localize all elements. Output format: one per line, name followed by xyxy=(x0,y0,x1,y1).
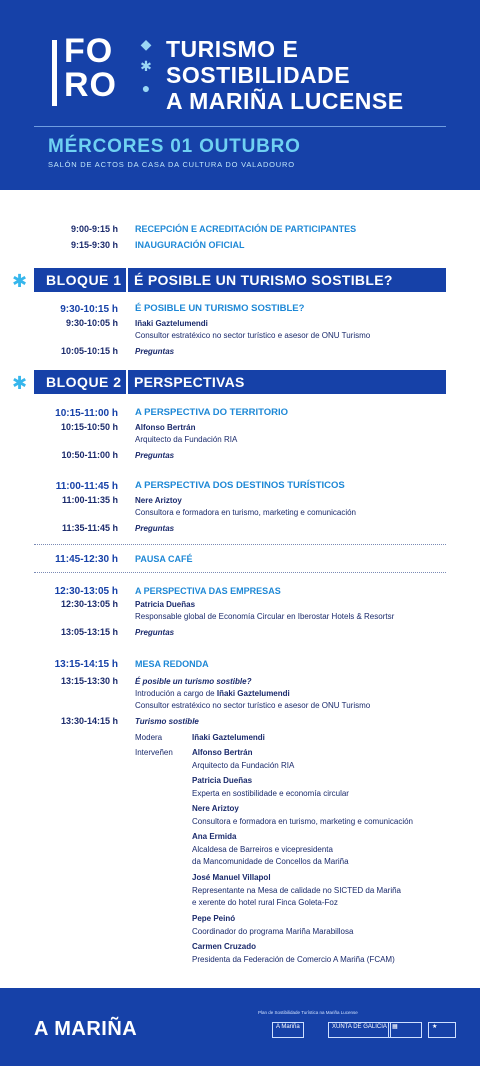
asterisk-icon: ✱ xyxy=(12,373,28,393)
panelist-name: Alfonso Bertrán xyxy=(192,748,253,757)
bloque-1-title: É POSIBLE UN TURISMO SOSTIBLE? xyxy=(134,272,393,288)
panelist-desc-2: e xerente do hotel rural Finca Goleta-Foz xyxy=(192,898,338,907)
panelist-name: Patricia Dueñas xyxy=(192,776,253,785)
eu-logo-icon: ★ xyxy=(428,1022,456,1038)
time-territorio-q: 10:50-11:00 h xyxy=(61,450,118,460)
panelist-name: José Manuel Villapol xyxy=(192,873,271,882)
asterisk-icon: ✱ xyxy=(140,58,152,74)
panelist-name: Ana Ermida xyxy=(192,832,237,841)
mesa-intro-text: Introdución a cargo de xyxy=(135,689,215,698)
mariña-badge: A Mariña xyxy=(272,1022,304,1038)
speaker-territorio-desc: Arquitecto da Fundación RIA xyxy=(135,435,238,444)
xunta-badge: XUNTA DE GALICIA xyxy=(328,1022,391,1038)
questions-b1: Preguntas xyxy=(135,347,175,356)
speaker-b1: Iñaki Gaztelumendi xyxy=(135,319,208,328)
time-territorio: 10:15-11:00 h xyxy=(55,408,118,419)
time-mesa-sub1: 13:15-13:30 h xyxy=(60,676,118,686)
bloque-2-label: BLOQUE 2 xyxy=(46,374,122,390)
title-territorio: A PERSPECTIVA DO TERRITORIO xyxy=(135,407,289,418)
time-empresas-q: 13:05-13:15 h xyxy=(60,627,118,637)
panelist-desc: Alcaldesa de Barreiros e vicepresidenta xyxy=(192,845,333,854)
questions-destinos: Preguntas xyxy=(135,524,175,533)
time-destinos-sub: 11:00-11:35 h xyxy=(61,495,118,505)
panelist-desc-2: da Mancomunidade de Concellos da Mariña xyxy=(192,857,349,866)
header-banner xyxy=(0,0,480,190)
event-venue: SALÓN DE ACTOS DA CASA DA CULTURA DO VALADOURO xyxy=(48,160,295,169)
foro-logo xyxy=(64,34,134,102)
bloque-separator xyxy=(126,268,128,292)
title-pause: PAUSA CAFÉ xyxy=(135,554,193,564)
title-line1: TURISMO E xyxy=(166,36,299,62)
government-crest-icon: ▦ xyxy=(388,1022,422,1038)
mesa-sub1-title: É posible un turismo sostible? xyxy=(135,677,252,686)
panelist-desc: Experta en sostibilidade e economía circular xyxy=(192,789,349,798)
modera-label: Modera xyxy=(135,733,163,742)
panelist-desc: Coordinador do programa Mariña Marabillosa xyxy=(192,927,354,936)
speaker-destinos: Nere Ariztoy xyxy=(135,496,182,505)
event-title xyxy=(166,36,404,114)
time-empresas: 12:30-13:05 h xyxy=(54,586,118,597)
speaker-territorio: Alfonso Bertrán xyxy=(135,423,196,432)
time-destinos: 11:00-11:45 h xyxy=(55,481,118,492)
time-destinos-q: 11:35-11:45 h xyxy=(61,523,118,533)
title-line3: A MARIÑA LUCENSE xyxy=(166,88,404,114)
leaf-icon: ● xyxy=(141,80,151,96)
speaker-empresas: Patricia Dueñas xyxy=(135,600,196,609)
title-inauguration: INAUGURACIÓN OFICIAL xyxy=(135,240,245,250)
title-line2: SOSTIBILIDADE xyxy=(166,62,351,88)
panelist-name: Pepe Peinó xyxy=(192,914,236,923)
event-date: MÉRCORES 01 OUTUBRO xyxy=(48,136,301,157)
title-b1-main: É POSIBLE UN TURISMO SOSTIBLE? xyxy=(135,303,305,314)
bloque-2-header xyxy=(34,370,446,394)
mesa-sub2-title: Turismo sostible xyxy=(135,717,199,726)
time-b1-sub: 9:30-10:05 h xyxy=(65,318,118,328)
panelist-desc: Arquitecto da Fundación RIA xyxy=(192,761,295,770)
bloque-separator xyxy=(126,370,128,394)
intervenen-label: Interveñen xyxy=(135,748,173,757)
panelist-name: Carmen Cruzado xyxy=(192,942,257,951)
asterisk-icon: ✱ xyxy=(12,271,28,291)
speaker-destinos-desc: Consultora e formadora en turismo, marketing e comunicación xyxy=(135,508,356,517)
title-destinos: A PERSPECTIVA DOS DESTINOS TURÍSTICOS xyxy=(135,480,345,491)
title-empresas: A PERSPECTIVA DAS EMPRESAS xyxy=(135,586,281,596)
dotted-divider xyxy=(34,572,446,573)
panelist-desc: Consultora e formadora en turismo, marketing e comunicación xyxy=(192,817,413,826)
questions-empresas: Preguntas xyxy=(135,628,175,637)
amarina-logo: A MARIÑA xyxy=(34,1018,138,1040)
footer xyxy=(0,988,480,1066)
bloque-1-label: BLOQUE 1 xyxy=(46,272,122,288)
title-reception: RECEPCIÓN E ACREDITACIÓN DE PARTICIPANTES xyxy=(135,224,357,234)
modera-name: Iñaki Gaztelumendi xyxy=(192,733,265,742)
header-divider xyxy=(34,126,446,127)
logo-letters-2: RO xyxy=(64,66,117,104)
dotted-divider xyxy=(34,544,446,545)
logo-bar xyxy=(52,40,57,106)
time-b1-questions: 10:05-10:15 h xyxy=(60,346,118,356)
time-territorio-sub: 10:15-10:50 h xyxy=(60,422,118,432)
time-pause: 11:45-12:30 h xyxy=(55,554,118,565)
bloque-2-title: PERSPECTIVAS xyxy=(134,374,245,390)
time-empresas-sub: 12:30-13:05 h xyxy=(60,599,118,609)
mesa-intro-name: Iñaki Gaztelumendi xyxy=(216,689,290,698)
time-inauguration: 9:15-9:30 h xyxy=(70,240,118,250)
panelist-desc: Representante na Mesa de calidade no SICTED da Mariña xyxy=(192,886,402,895)
plan-label: Plan de Sostibilidade Turística na Mariña Lucense xyxy=(258,1010,358,1015)
time-reception: 9:00-9:15 h xyxy=(70,224,118,234)
time-mesa: 13:15-14:15 h xyxy=(54,659,118,670)
mesa-intro-desc: Consultor estratéxico no sector turístico e asesor de ONU Turismo xyxy=(135,701,371,710)
leaf-icon: ◆ xyxy=(140,36,152,52)
time-b1-main: 9:30-10:15 h xyxy=(60,304,118,315)
title-mesa: MESA REDONDA xyxy=(135,659,209,669)
bloque-1-header xyxy=(34,268,446,292)
panelist-name: Nere Ariztoy xyxy=(192,804,239,813)
logo-dots xyxy=(140,38,154,108)
time-mesa-sub2: 13:30-14:15 h xyxy=(60,716,118,726)
panelist-desc: Presidenta da Federación de Comercio A Mariña (FCAM) xyxy=(192,955,395,964)
speaker-empresas-desc: Responsable global de Economía Circular en Iberostar Hotels & Resortsr xyxy=(135,612,395,621)
questions-territorio: Preguntas xyxy=(135,451,175,460)
mesa-intro xyxy=(135,688,290,699)
speaker-b1-desc: Consultor estratéxico no sector turístico e asesor de ONU Turismo xyxy=(135,331,371,340)
logo-letters-1: FO xyxy=(64,32,114,70)
